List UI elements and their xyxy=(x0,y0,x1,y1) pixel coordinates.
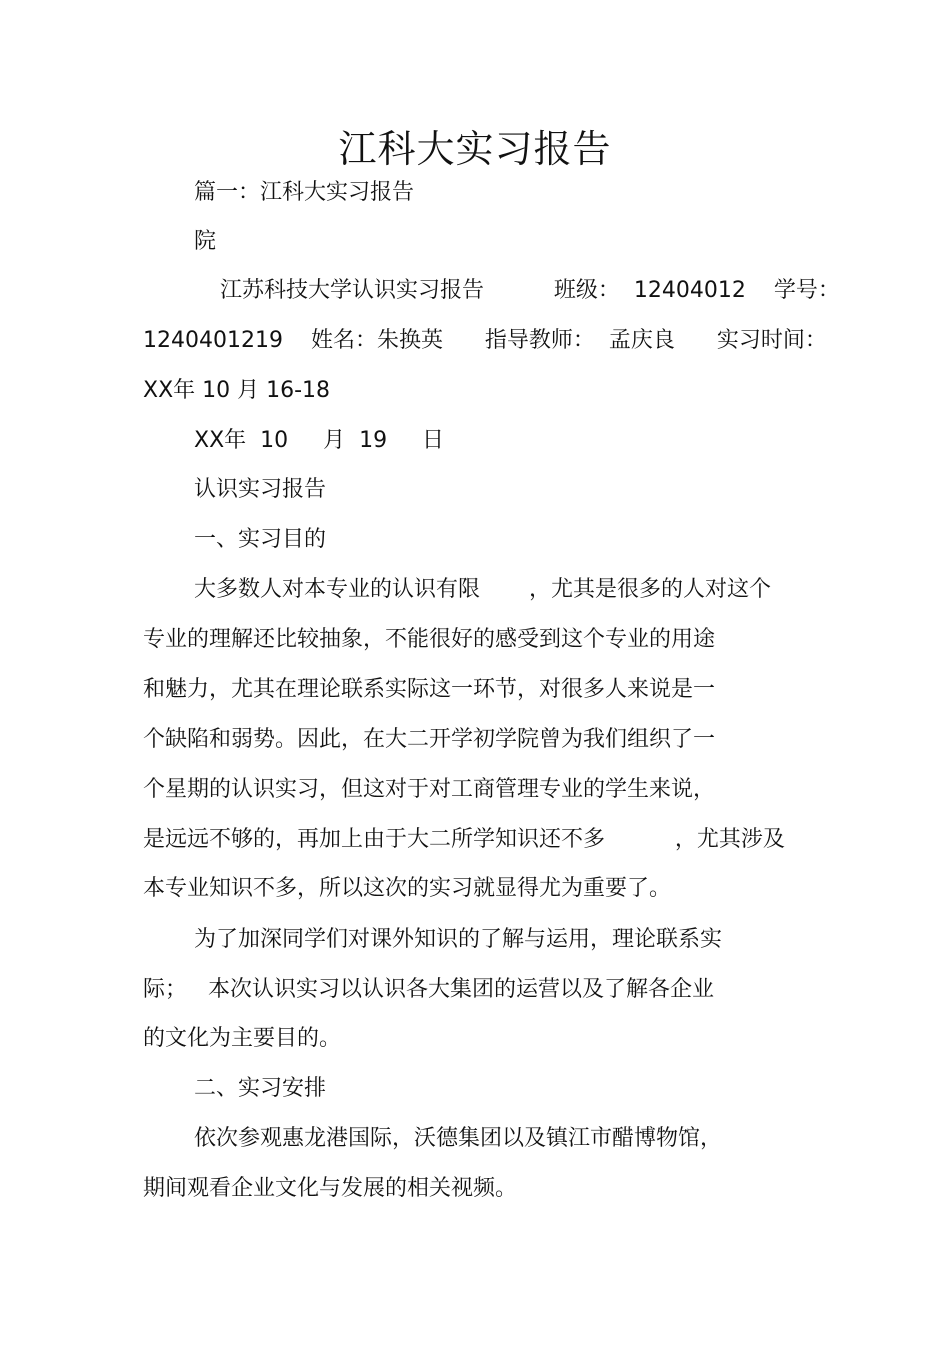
document-title: 江科大实习报告 xyxy=(338,127,612,171)
section-heading-arrangement: 二、实习安排 xyxy=(194,1076,327,1101)
paragraph-line: 个星期的认识实习，但这对于对工商管理专业的学生来说， xyxy=(143,777,716,802)
paragraph-line: 期间观看企业文化与发展的相关视频。 xyxy=(143,1176,518,1201)
paragraph-line: 是远远不够的，再加上由于大二所学知识还不多 ，尤其涉及 xyxy=(143,827,785,852)
report-date-line: XX年 10 月 19 日 xyxy=(194,428,445,453)
section-heading-purpose: 一、实习目的 xyxy=(194,527,327,552)
paragraph-line: 际； 本次认识实习以认识各大集团的运营以及了解各企业 xyxy=(143,977,714,1002)
paragraph-line: 个缺陷和弱势。因此，在大二开学初学院曾为我们组织了一 xyxy=(143,727,716,752)
paragraph-line: 为了加深同学们对课外知识的了解与运用，理论联系实 xyxy=(194,927,723,952)
report-info-line: 江苏科技大学认识实习报告 班级： 12404012 学号： xyxy=(220,278,840,303)
paragraph-line: 和魅力，尤其在理论联系实际这一环节，对很多人来说是一 xyxy=(143,677,716,702)
internship-period-line: XX年 10 月 16-18 xyxy=(143,378,331,403)
paragraph-line: 专业的理解还比较抽象，不能很好的感受到这个专业的用途 xyxy=(143,627,716,652)
paragraph-line: 依次参观惠龙港国际，沃德集团以及镇江市醋博物馆， xyxy=(194,1126,723,1151)
paragraph-line: 的文化为主要目的。 xyxy=(143,1026,342,1051)
college-label: 院 xyxy=(194,229,217,254)
paragraph-line: 大多数人对本专业的认识有限 ，尤其是很多的人对这个 xyxy=(194,577,771,602)
chapter-heading: 篇一：江科大实习报告 xyxy=(194,180,415,205)
report-subtitle: 认识实习报告 xyxy=(194,477,327,502)
paragraph-line: 本专业知识不多，所以这次的实习就显得尤为重要了。 xyxy=(143,876,672,901)
student-info-line: 1240401219 姓名：朱换英 指导教师： 孟庆良 实习时间： xyxy=(143,328,827,353)
